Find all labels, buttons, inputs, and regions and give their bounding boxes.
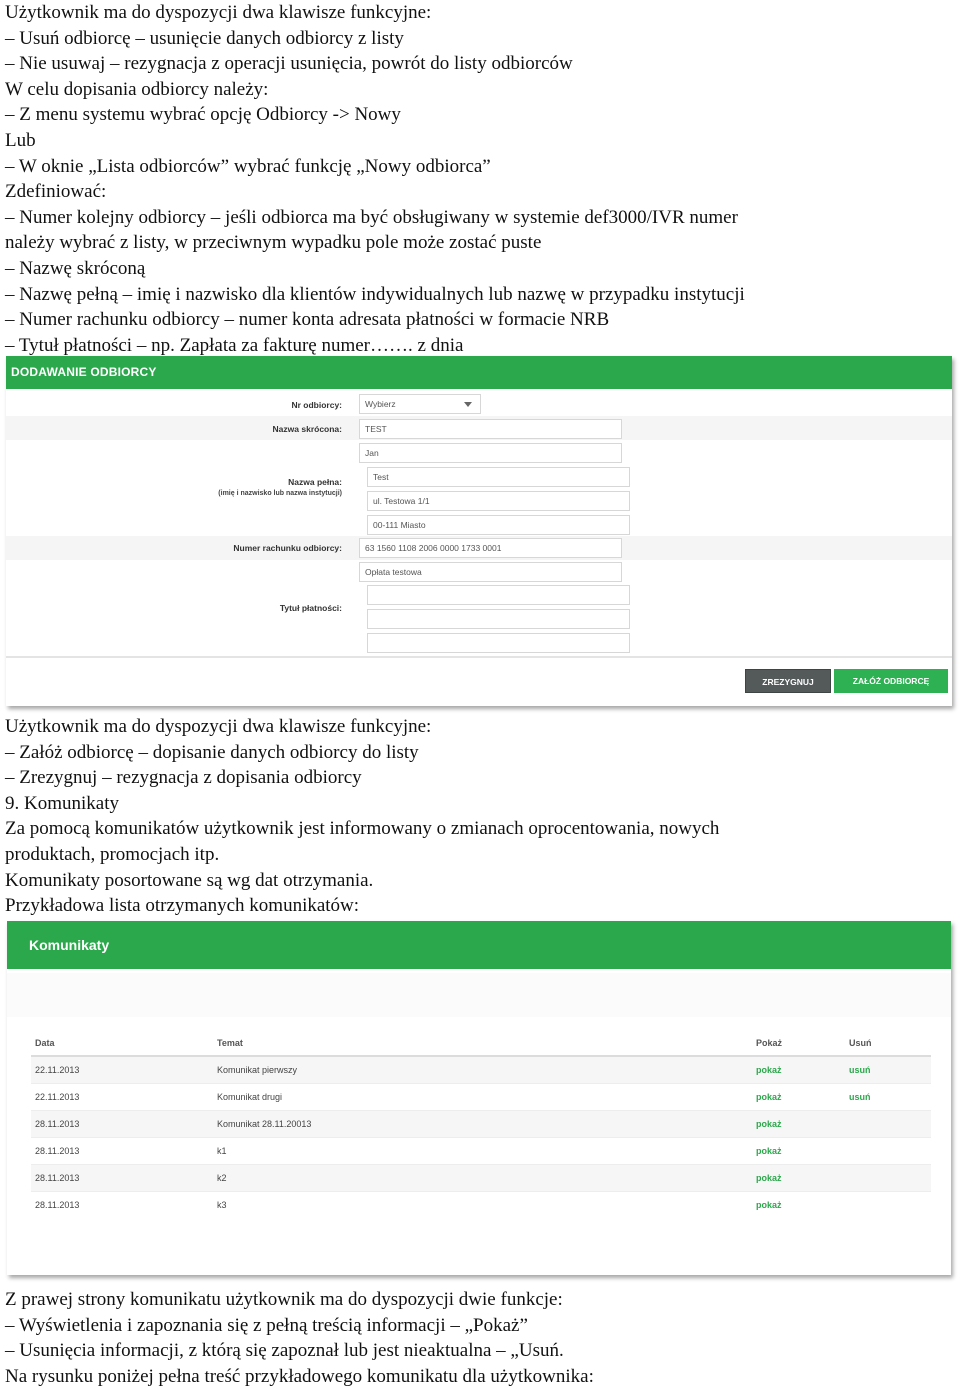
full-name-label bbox=[218, 477, 342, 497]
full-name-hint: (imię i nazwisko lub nazwa instytucji) bbox=[218, 490, 342, 497]
text-line: – Numer kolejny odbiorcy – jeśli odbiorca ma być obsługiwany w systemie def3000/IVR numer bbox=[5, 206, 738, 228]
show-link[interactable]: pokaż bbox=[752, 1165, 845, 1192]
message-subject: Komunikat pierwszy bbox=[213, 1056, 752, 1084]
delete-cell bbox=[845, 1165, 931, 1192]
column-header-delete: Usuń bbox=[845, 1031, 931, 1056]
chevron-down-icon bbox=[464, 402, 472, 407]
account-number-label: Numer rachunku odbiorcy: bbox=[233, 543, 342, 553]
table-row bbox=[31, 1165, 931, 1192]
recipient-number-select[interactable] bbox=[359, 394, 481, 414]
table-row bbox=[31, 1111, 931, 1138]
delete-link[interactable]: usuń bbox=[845, 1056, 931, 1084]
full-name-line-3[interactable]: 00-111 Miasto bbox=[367, 515, 630, 535]
show-link[interactable]: pokaż bbox=[752, 1056, 845, 1084]
text-line: W celu dopisania odbiorcy należy: bbox=[5, 78, 269, 100]
short-name-label: Nazwa skrócona: bbox=[272, 424, 342, 434]
message-date: 28.11.2013 bbox=[31, 1138, 213, 1165]
table-header-row bbox=[31, 1031, 931, 1056]
section-heading: 9. Komunikaty bbox=[5, 792, 119, 814]
payment-title-line-2[interactable] bbox=[367, 609, 630, 629]
form-header bbox=[6, 356, 952, 389]
short-name-input[interactable]: TEST bbox=[359, 419, 622, 439]
text-line: Przykładowa lista otrzymanych komunikatów: bbox=[5, 895, 360, 917]
form-title: DODAWANIE ODBIORCY bbox=[11, 365, 157, 379]
messages-title: Komunikaty bbox=[29, 937, 110, 953]
text-line: Za pomocą komunikatów użytkownik jest informowany o zmianach oprocentowania, nowych bbox=[5, 818, 720, 840]
text-line: – W oknie „Lista odbiorców” wybrać funkcję „Nowy odbiorca” bbox=[5, 155, 491, 177]
add-recipient-button[interactable]: ZAŁÓŻ ODBIORCĘ bbox=[834, 669, 948, 693]
text-line: Na rysunku poniżej pełna treść przykładowego komunikatu dla użytkownika: bbox=[5, 1365, 594, 1387]
messages-header bbox=[7, 921, 951, 969]
text-line: Użytkownik ma do dyspozycji dwa klawisze funkcyjne: bbox=[5, 716, 432, 737]
message-subject: k1 bbox=[213, 1138, 752, 1165]
message-subject: Komunikat 28.11.20013 bbox=[213, 1111, 752, 1138]
payment-title-line-3[interactable] bbox=[367, 633, 630, 653]
table-row bbox=[31, 1084, 931, 1111]
show-link[interactable]: pokaż bbox=[752, 1111, 845, 1138]
text-line: – Załóż odbiorcę – dopisanie danych odbiorcy do listy bbox=[5, 741, 419, 763]
text-line: Z prawej strony komunikatu użytkownik ma do dyspozycji dwie funkcje: bbox=[5, 1289, 563, 1310]
account-extra-input[interactable]: Opłata testowa bbox=[359, 562, 622, 582]
message-subject: Komunikat drugi bbox=[213, 1084, 752, 1111]
text-line: – Tytuł płatności – np. Zapłata za fakturę numer……. z dnia bbox=[5, 334, 464, 356]
text-line: – Zrezygnuj – rezygnacja z dopisania odbiorcy bbox=[5, 767, 362, 789]
show-link[interactable]: pokaż bbox=[752, 1192, 845, 1219]
delete-cell bbox=[845, 1138, 931, 1165]
delete-cell bbox=[845, 1192, 931, 1219]
message-date: 28.11.2013 bbox=[31, 1111, 213, 1138]
text-line: Zdefiniować: bbox=[5, 181, 107, 203]
column-header-date: Data bbox=[31, 1031, 213, 1056]
table-row bbox=[31, 1192, 931, 1219]
full-name-line-1[interactable]: Test bbox=[367, 467, 630, 487]
messages-table bbox=[31, 1031, 931, 1218]
delete-link[interactable]: usuń bbox=[845, 1084, 931, 1111]
text-line: Użytkownik ma do dyspozycji dwa klawisze funkcyjne: bbox=[5, 2, 432, 23]
table-row bbox=[31, 1138, 931, 1165]
messages-panel bbox=[7, 921, 951, 1275]
text-line: – Numer rachunku odbiorcy – numer konta adresata płatności w formacie NRB bbox=[5, 309, 610, 331]
message-subject: k3 bbox=[213, 1192, 752, 1219]
recipient-number-label: Nr odbiorcy: bbox=[291, 400, 342, 410]
message-subject: k2 bbox=[213, 1165, 752, 1192]
text-line: Lub bbox=[5, 129, 36, 151]
show-link[interactable]: pokaż bbox=[752, 1084, 845, 1111]
show-link[interactable]: pokaż bbox=[752, 1138, 845, 1165]
text-line: należy wybrać z listy, w przeciwnym wypadku pole może zostać puste bbox=[5, 232, 542, 254]
add-recipient-form bbox=[6, 356, 952, 706]
full-name-line-2[interactable]: ul. Testowa 1/1 bbox=[367, 491, 630, 511]
text-line: – Nazwę skróconą bbox=[5, 257, 146, 279]
text-line: produktach, promocjach itp. bbox=[5, 843, 220, 865]
cancel-button[interactable]: ZREZYGNUJ bbox=[745, 669, 831, 693]
column-header-show: Pokaż bbox=[752, 1031, 845, 1056]
full-name-label-text: Nazwa pełna: bbox=[288, 477, 342, 487]
middle-text bbox=[5, 714, 719, 919]
delete-cell bbox=[845, 1111, 931, 1138]
column-header-subject: Temat bbox=[213, 1031, 752, 1056]
text-line: – Z menu systemu wybrać opcję Odbiorcy -> Nowy bbox=[5, 104, 401, 126]
text-line: – Nazwę pełną – imię i nazwisko dla klientów indywidualnych lub nazwę w przypadku instytucji bbox=[5, 283, 745, 305]
text-line: – Usunięcia informacji, z którą się zapoznał lub jest nieaktualna – „Usuń. bbox=[5, 1340, 564, 1362]
payment-title-line-1[interactable] bbox=[367, 585, 630, 605]
messages-spacer bbox=[7, 973, 951, 1017]
account-number-input[interactable]: 63 1560 1108 2006 0000 1733 0001 bbox=[359, 538, 622, 558]
table-row bbox=[31, 1056, 931, 1084]
text-line: – Nie usuwaj – rezygnacja z operacji usunięcia, powrót do listy odbiorców bbox=[5, 53, 573, 75]
text-line: Komunikaty posortowane są wg dat otrzymania. bbox=[5, 869, 374, 891]
outro-text bbox=[5, 1287, 594, 1389]
payment-title-label: Tytuł płatności: bbox=[279, 603, 342, 613]
message-date: 22.11.2013 bbox=[31, 1056, 213, 1084]
message-date: 28.11.2013 bbox=[31, 1165, 213, 1192]
form-divider bbox=[6, 656, 952, 658]
intro-text bbox=[5, 0, 745, 358]
select-value: Wybierz bbox=[365, 399, 396, 409]
message-date: 22.11.2013 bbox=[31, 1084, 213, 1111]
first-name-input[interactable]: Jan bbox=[359, 443, 622, 463]
text-line: – Usuń odbiorcę – usunięcie danych odbiorcy z listy bbox=[5, 27, 404, 49]
text-line: – Wyświetlenia i zapoznania się z pełną treścią informacji – „Pokaż” bbox=[5, 1314, 528, 1336]
message-date: 28.11.2013 bbox=[31, 1192, 213, 1219]
